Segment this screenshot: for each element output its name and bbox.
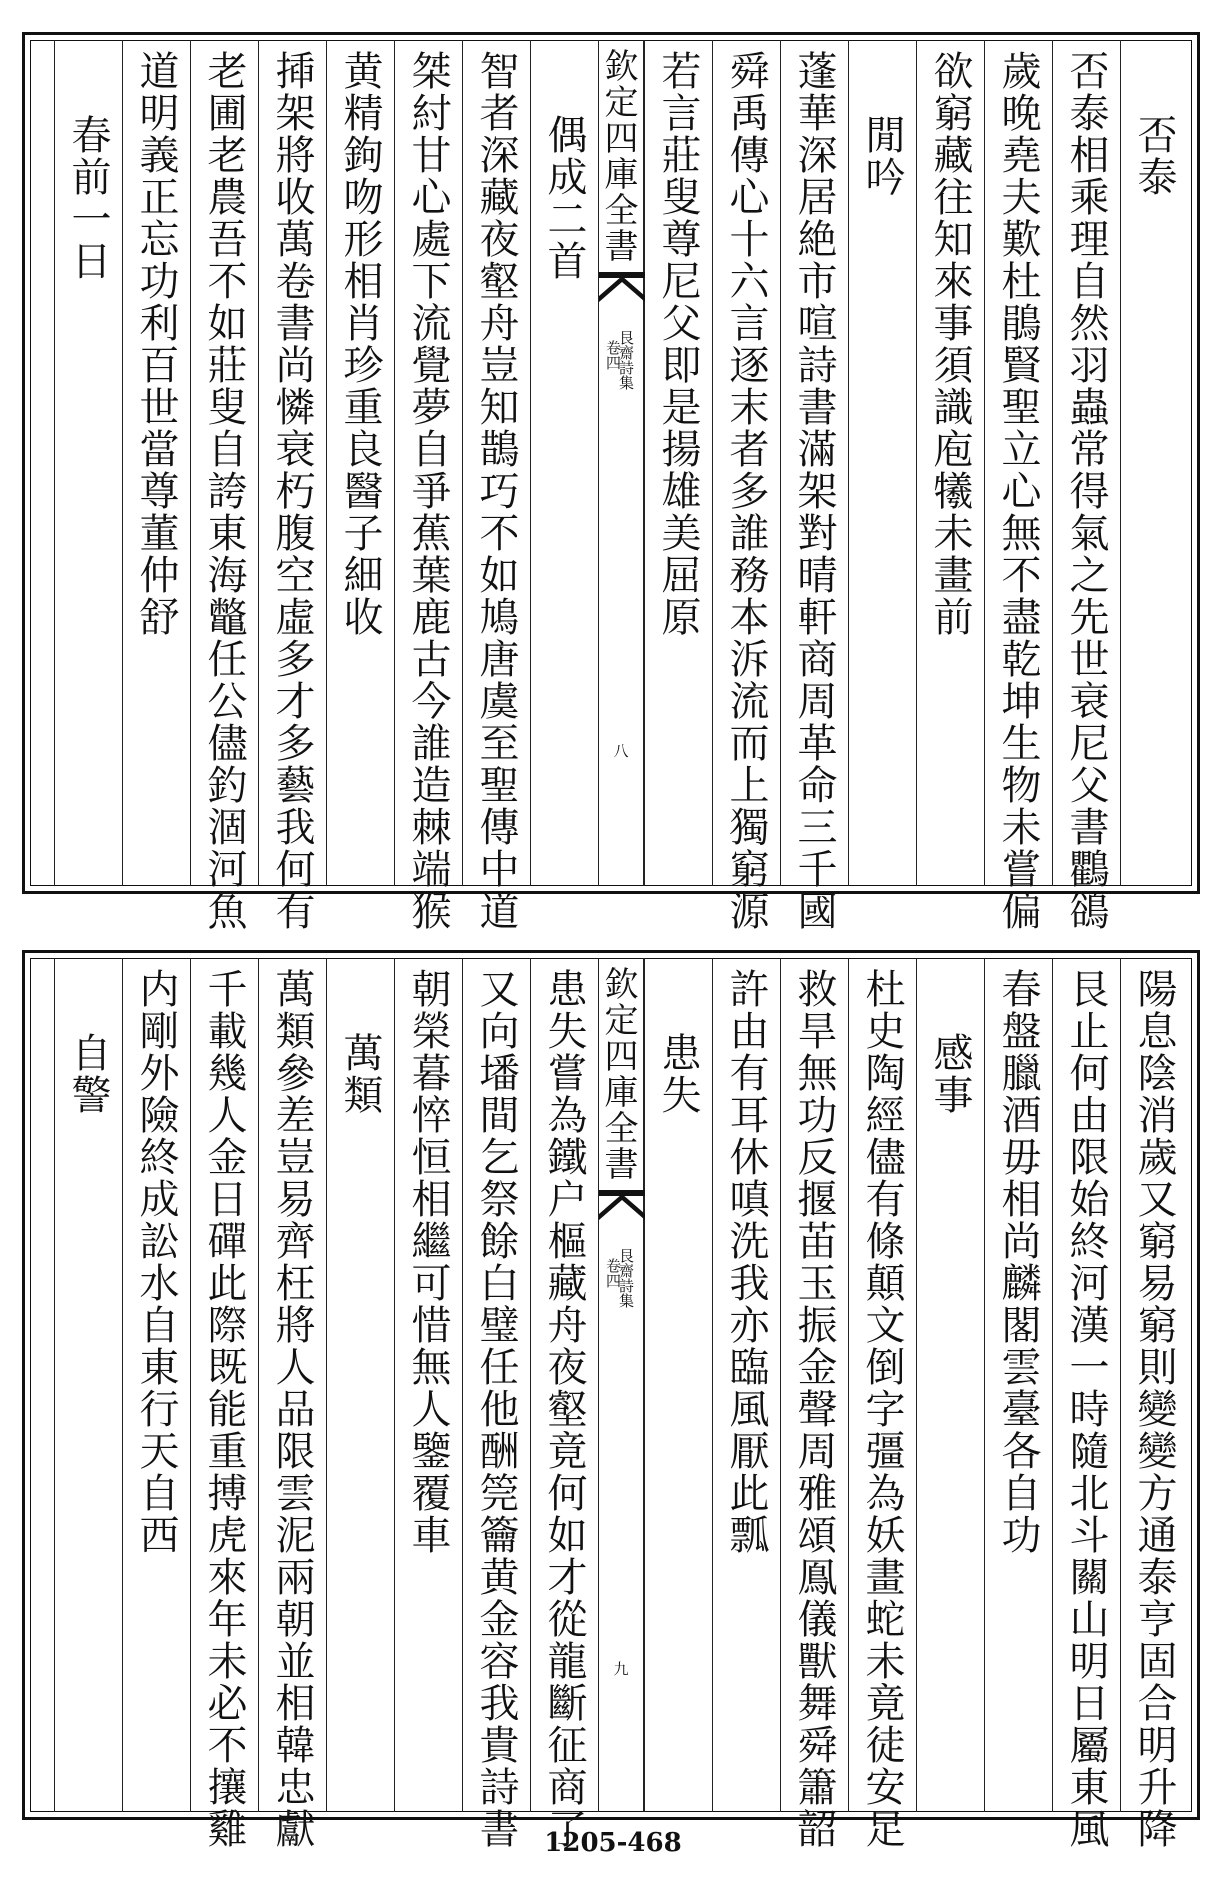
bottom-left-column-7 [54,958,122,1812]
leaf-number: 八 [613,742,629,760]
poem-line: 欲窮藏往知來事須識庖犧未畫前 [927,50,973,638]
center-spine [598,40,644,886]
poem-title: 閒吟 [859,114,905,198]
bottom-left-column-5 [190,958,258,1850]
bottom-left-column-0 [530,958,598,1850]
bottom-right-column-3 [916,958,984,1812]
top-right-column-4 [848,40,916,886]
poem-line: 千載幾人金日磾此際既能重搏虎來年未必不攘雞 [201,968,247,1850]
top-left-column-4 [258,40,326,932]
poem-line: 春盤臘酒毋相尚麟閣雲臺各自功 [995,968,1041,1556]
poem-title: 自警 [65,1032,111,1116]
volume-label: 卷四 [604,340,622,370]
bottom-right-column-6 [712,958,780,1812]
poem-line: 救旱無功反揠苖玉振金聲周雅頌鳯儀獸舞舜簫韶 [791,968,837,1850]
bottom-left-column-3 [326,958,394,1812]
top-right-column-3 [916,40,984,886]
top-right-column-2 [984,40,1052,932]
poem-line: 萬類參差豈易齊枉將人品限雲泥兩朝並相韓忠獻 [269,968,315,1850]
poem-line: 揷架將收萬卷書尚憐衰朽腹空虛多才多藝我何有 [269,50,315,932]
center-spine [598,958,644,1812]
bottom-left-column-6 [122,958,190,1812]
bottom-right-column-0 [1120,958,1188,1850]
poem-line: 朝榮暮悴恒相繼可惜無人鑒覆車 [405,968,451,1556]
poem-line: 杜史陶經儘有條顛文倒字彊為妖畫蛇未竟徒安足 [859,968,905,1850]
top-left-column-2 [394,40,462,932]
top-right-column-1 [1052,40,1120,932]
fishtail-mark-icon [599,1190,645,1234]
poem-line: 艮止何由限始終河漢一時隨北斗關山明日屬東風 [1063,968,1109,1850]
poem-line: 智者深藏夜壑舟豈知鵲巧不如鳩唐虞至聖傳中道 [473,50,519,932]
bottom-left-column-4 [258,958,326,1850]
poem-line: 桀紂甘心處下流覺夢自爭蕉葉鹿古今誰造棘端猴 [405,50,451,932]
book-title: 艮齋詩集 [617,330,635,390]
poem-line: 黄精鉤吻形相肖珍重良醫子細收 [337,50,383,638]
poem-title: 患失 [655,1032,701,1116]
leaf-number: 九 [613,1660,629,1678]
poem-line: 陽息陰消歲又窮易窮則變變方通泰亨固合明升降 [1131,968,1177,1850]
poem-title: 春前一日 [65,114,111,282]
bottom-right-column-2 [984,958,1052,1812]
bottom-left-column-2 [394,958,462,1812]
poem-title: 感事 [927,1032,973,1116]
poem-title: 偶成二首 [541,114,587,282]
poem-line: 老圃老農吾不如莊叟自誇東海鼈任公儘釣涸河魚 [201,50,247,932]
poem-title: 否泰 [1131,114,1177,198]
poem-line: 蓬華深居絶市喧詩書滿架對晴軒商周革命三千國 [791,50,837,932]
top-right-column-5 [780,40,848,932]
top-left-column-1 [462,40,530,932]
poem-line: 内剛外險終成訟水自東行天自西 [133,968,179,1556]
top-right-column-0 [1120,40,1188,886]
bottom-left-column-1 [462,958,530,1850]
book-title: 艮齋詩集 [617,1248,635,1308]
poem-line: 患失嘗為鐵户樞藏舟夜壑竟何如才從龍斷征商了 [541,968,587,1850]
top-left-column-5 [190,40,258,932]
bottom-right-column-4 [848,958,916,1850]
fishtail-mark-icon [599,272,645,316]
poem-line: 歲晚堯夫歎杜鵑賢聖立心無不盡乾坤生物未嘗偏 [995,50,1041,932]
top-left-column-3 [326,40,394,886]
volume-label: 卷四 [604,1258,622,1288]
top-left-column-6 [122,40,190,886]
poem-line: 舜禹傳心十六言逐末者多誰務本泝流而上獨窮源 [723,50,769,932]
poem-line: 否泰相乘理自然羽蟲常得氣之先世衰尼父書鸜鵒 [1063,50,1109,932]
top-left-column-0 [530,40,598,886]
top-left-column-7 [54,40,122,886]
bottom-right-column-5 [780,958,848,1850]
collection-title: 欽定四庫全書 [598,966,638,1182]
bottom-right-column-1 [1052,958,1120,1850]
poem-line: 又向墦間乞祭餘白璧任他酬筦籥黄金容我貴詩書 [473,968,519,1850]
bottom-right-column-7 [644,958,712,1812]
poem-line: 道明義正忘功利百世當尊董仲舒 [133,50,179,638]
poem-line: 若言莊叟尊尼父即是揚雄美屈原 [655,50,701,638]
top-page [22,32,1200,932]
top-right-column-6 [712,40,780,932]
page-number: 1205-468 [544,1828,682,1858]
poem-line: 許由有耳休嗔洗我亦臨風厭此瓢 [723,968,769,1556]
collection-title: 欽定四庫全書 [598,48,638,264]
poem-title: 萬類 [337,1032,383,1116]
top-right-column-7 [644,40,712,886]
